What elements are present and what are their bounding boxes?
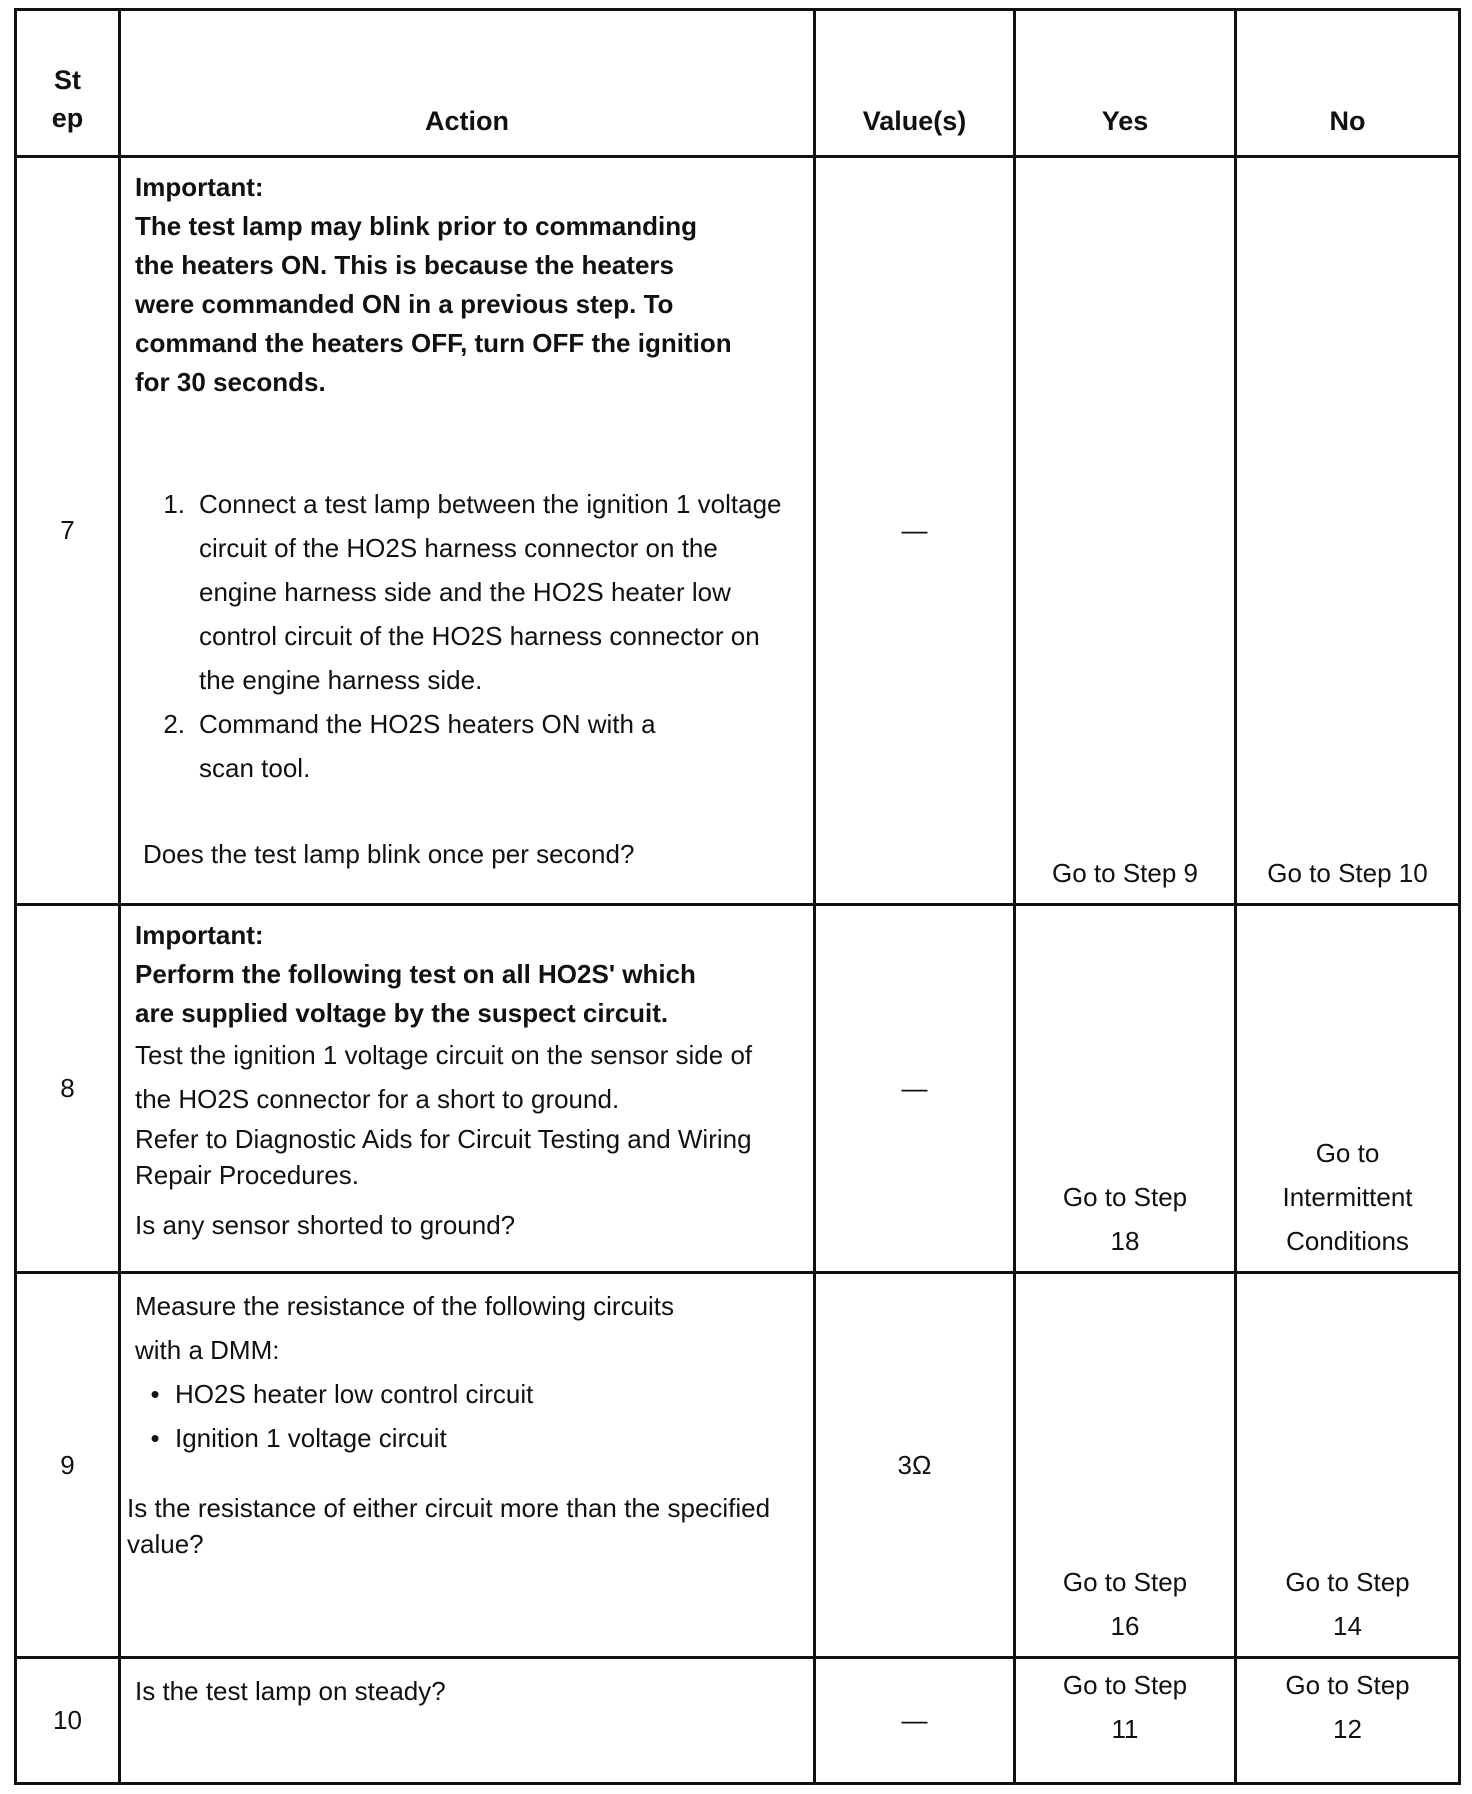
header-action: Action	[120, 10, 815, 157]
table-row	[16, 905, 1460, 1273]
important-label: Important:	[135, 172, 264, 202]
no-cell: Go to Step 12	[1236, 1658, 1460, 1784]
step-number: 10	[16, 1658, 120, 1784]
action-cell	[120, 1658, 815, 1784]
no-cell: Go to Step 10	[1236, 157, 1460, 905]
step-number: 8	[16, 905, 120, 1273]
question-text: Is the test lamp on steady?	[135, 1676, 446, 1706]
yes-cell: Go to Step 11	[1015, 1658, 1236, 1784]
header-step: St ep	[16, 10, 120, 157]
value-cell: —	[815, 1658, 1015, 1784]
yes-cell: Go to Step 16	[1015, 1273, 1236, 1658]
important-label: Important:	[135, 920, 264, 950]
value-cell: 3Ω	[815, 1273, 1015, 1658]
header-row	[16, 10, 1460, 157]
header-values: Value(s)	[815, 10, 1015, 157]
no-cell: Go to Step 14	[1236, 1273, 1460, 1658]
action-cell	[120, 1273, 815, 1658]
question-text: Is the resistance of either circuit more than the specified value?	[127, 1493, 771, 1559]
action-cell	[120, 157, 815, 905]
yes-cell: Go to Step 9	[1015, 157, 1236, 905]
value-cell: —	[815, 905, 1015, 1273]
question-text: Is any sensor shorted to ground?	[135, 1210, 516, 1240]
table-row	[16, 1273, 1460, 1658]
list-item: • HO2S heater low control circuit	[150, 1379, 534, 1409]
no-cell: Go to Intermittent Conditions	[1236, 905, 1460, 1273]
list-item: 1. Connect a test lamp between the ignition 1 voltage circuit of the HO2S harness connector on the engine harness side and the HO2S heater low control circuit of the HO2S harness connector on the engine harness side.	[163, 489, 782, 695]
header-no: No	[1236, 10, 1460, 157]
important-text: The test lamp may blink prior to commanding the heaters ON. This is because the heaters were commanded ON in a previous step. To command the heaters OFF, turn OFF the ignition for 30 seconds.	[135, 211, 732, 397]
step-number: 7	[16, 157, 120, 905]
list-item: 2. Command the HO2S heaters ON with a scan tool.	[163, 709, 656, 783]
table-row	[16, 1658, 1460, 1784]
value-cell: —	[815, 157, 1015, 905]
important-text: Perform the following test on all HO2S' which are supplied voltage by the suspect circuit.	[135, 959, 696, 1028]
header-yes: Yes	[1015, 10, 1236, 157]
body-text: Measure the resistance of the following circuits with a DMM:	[135, 1291, 675, 1365]
step-number: 9	[16, 1273, 120, 1658]
action-cell	[120, 905, 815, 1273]
yes-cell: Go to Step 18	[1015, 905, 1236, 1273]
table-row	[16, 157, 1460, 905]
refer-text: Refer to Diagnostic Aids for Circuit Testing and Wiring Repair Procedures.	[135, 1124, 752, 1190]
list-item: • Ignition 1 voltage circuit	[150, 1423, 447, 1453]
question-text: Does the test lamp blink once per second?	[143, 839, 635, 869]
body-text: Test the ignition 1 voltage circuit on the sensor side of the HO2S connector for a short to ground.	[135, 1040, 753, 1114]
diagnostic-table	[14, 8, 1461, 1785]
